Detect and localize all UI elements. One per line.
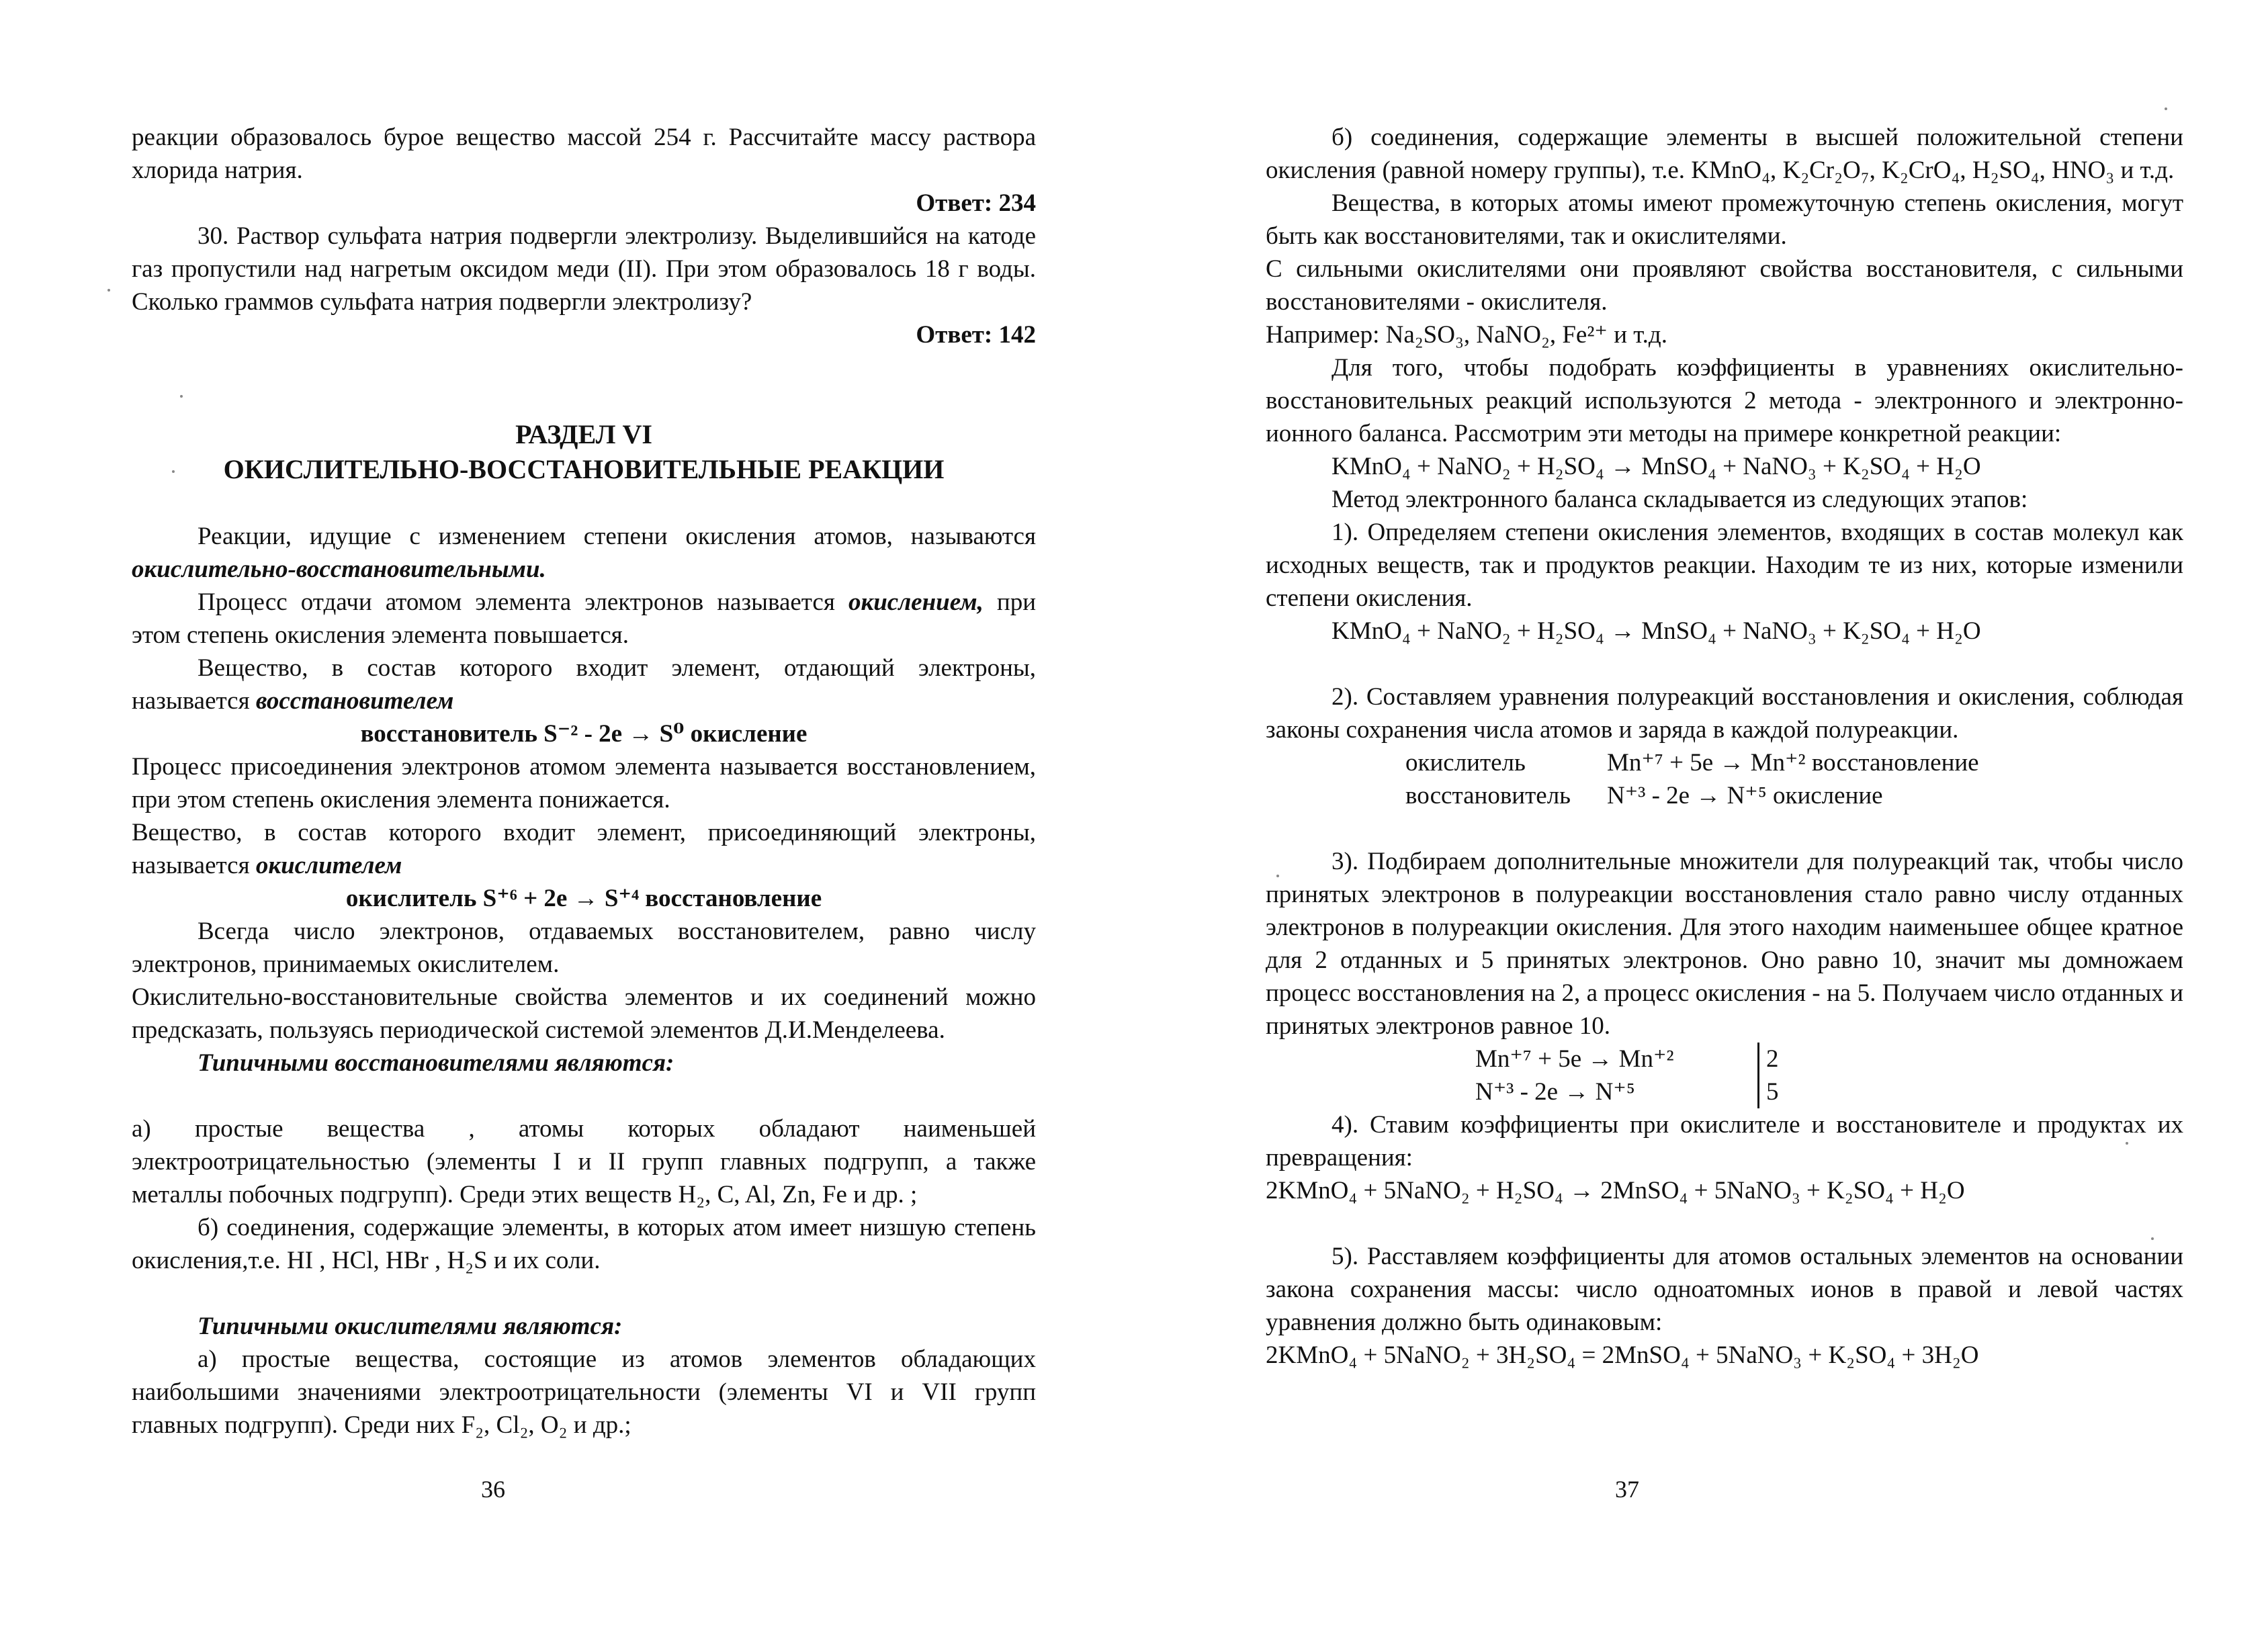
- reaction-partial-balanced: 2KMnO₄ + 5NaNO₂ + H₂SO₄ → 2MnSO₄ + 5NaNO₃ + K₂SO₄ + H₂O: [1266, 1177, 1965, 1204]
- step-3: 3). Подбираем дополнительные множители для полуреакций так, чтобы число принятых электронов в полуреакции восстановления стало равно числу отданных электронов в полуреакции окисления. Для этого находим наименьшее общее кратное для 2 отданных и 5 принятых электронов. Оно равно 10, значит мы домножаем процесс восстановления на 2, а процесс окисления - на 5. Получаем число отданных и принятых электронов равное 10.: [1266, 848, 2183, 1040]
- half-reaction-reducer: восстановитель N⁺³ - 2e → N⁺⁵ окисление: [1405, 782, 1883, 809]
- strong-agents: С сильными окислителями они проявляют свойства восстановителя, с сильными восстановителями - окислителя.: [1266, 255, 2183, 316]
- method-stages-intro: Метод электронного баланса складывается из следующих этапов:: [1332, 486, 2028, 513]
- page-number-right: 37: [1615, 1476, 1639, 1503]
- intermediate-states: Вещества, в которых атомы имеют промежуточную степень окисления, могут быть как восстановителями, так и окислителями.: [1266, 189, 2183, 250]
- step-5: 5). Расставляем коэффициенты для атомов остальных элементов на основании закона сохранения массы: число одноатомных ионов в правой и левой частях уравнения должно быть одинаковым:: [1266, 1243, 2183, 1336]
- definition-redox: Реакции, идущие с изменением степени окисления атомов, называются окислительно-восстановительными.: [132, 523, 1036, 583]
- balance-scheme-row-1: Mn⁺⁷ + 5e → Mn⁺² 2: [1475, 1043, 2183, 1075]
- reducers-item-a: а) простые вещества , атомы которых обладают наименьшей электроотрицательностью (элементы I и II групп главных подгрупп, а также металлы побочных подгрупп). Среди этих веществ H₂, C, Al, Zn, Fe и др. ;: [132, 1115, 1036, 1208]
- balance-scheme-row-2: N⁺³ - 2e → N⁺⁵ 5: [1475, 1075, 2183, 1108]
- oxidizers-item-a: а) простые вещества, состоящие из атомов элементов обладающих наибольшими значениями электроотрицательности (элементы VI и VII групп главных подгрупп). Среди них F₂, Cl₂, O₂ и др.;: [132, 1345, 1036, 1439]
- step-1: 1). Определяем степени окисления элементов, входящих в состав молекул как исходных веществ, так и продуктов реакции. Находим те из них, которые изменили степени окисления.: [1266, 519, 2183, 612]
- methods-intro: Для того, чтобы подобрать коэффициенты в уравнениях окислительно-восстановительных реакций используются 2 метода - электронного и электронно-ионного баланса. Рассмотрим эти методы на примере конкретной реакции:: [1266, 354, 2183, 447]
- step-4: 4). Ставим коэффициенты при окислителе и восстановителе и продуктах их превращения:: [1266, 1111, 2183, 1172]
- definition-reduction: Процесс присоединения электронов атомом элемента называется восстановлением, при этом степень окисления элемента понижается.: [132, 753, 1036, 813]
- reducers-heading: Типичными восстановителями являются:: [198, 1049, 674, 1077]
- oxidation-equation: восстановитель S⁻² - 2e → S⁰ окисление: [360, 720, 808, 748]
- answer-142: Ответ: 142: [916, 321, 1036, 349]
- definition-oxidizer: Вещество, в состав которого входит элемент, присоединяющий электроны, называется окислителем: [132, 819, 1036, 879]
- definition-oxidation: Процесс отдачи атомом элемента электронов называется окислением, при этом степень окисления элемента повышается.: [132, 588, 1037, 649]
- section-title: РАЗДЕЛ VI: [515, 419, 652, 449]
- section-subtitle: ОКИСЛИТЕЛЬНО-ВОССТАНОВИТЕЛЬНЫЕ РЕАКЦИИ: [223, 454, 945, 484]
- examples: Например: Na₂SO₃, NaNO₂, Fe²⁺ и т.д.: [1266, 321, 1667, 349]
- problem-30: 30. Раствор сульфата натрия подвергли электролизу. Выделившийся на катоде газ пропустили над нагретым оксидом меди (II). При этом образовалось 18 г воды. Сколько граммов сульфата натрия подвергли электролизу?: [132, 222, 1036, 316]
- reaction-balanced: 2KMnO₄ + 5NaNO₂ + 3H₂SO₄ = 2MnSO₄ + 5NaNO₃ + K₂SO₄ + 3H₂O: [1266, 1341, 1979, 1369]
- answer-234: Ответ: 234: [916, 189, 1036, 217]
- left-text-column: [132, 121, 1036, 1442]
- reaction-unbalanced-2: KMnO₄ + NaNO₂ + H₂SO₄ → MnSO₄ + NaNO₃ + K₂SO₄ + H₂O: [1332, 617, 1981, 645]
- problem-tail: реакции образовалось бурое вещество массой 254 г. Рассчитайте массу раствора хлорида натрия.: [132, 124, 1036, 184]
- page-number-left: 36: [481, 1476, 505, 1503]
- half-reaction-oxidizer: окислитель Mn⁺⁷ + 5e → Mn⁺² восстановление: [1405, 749, 1979, 777]
- definition-reducer: Вещество, в состав которого входит элемент, отдающий электроны, называется восстановителем: [132, 654, 1036, 715]
- right-page: [1134, 0, 2268, 1635]
- oxidizers-heading: Типичными окислителями являются:: [198, 1313, 623, 1340]
- periodic-prediction: Окислительно-восстановительные свойства элементов и их соединений можно предсказать, пользуясь периодической системой элементов Д.И.Менделеева.: [132, 983, 1036, 1044]
- reaction-unbalanced-1: KMnO₄ + NaNO₂ + H₂SO₄ → MnSO₄ + NaNO₃ + K₂SO₄ + H₂O: [1332, 453, 1981, 480]
- reduction-equation: окислитель S⁺⁶ + 2e → S⁺⁴ восстановление: [345, 885, 822, 912]
- step-2: 2). Составляем уравнения полуреакций восстановления и окисления, соблюдая законы сохранения числа атомов и заряда в каждой полуреакции.: [1266, 683, 2183, 744]
- reducers-item-b: б) соединения, содержащие элементы, в которых атом имеет низшую степень окисления,т.е. HI , HCl, HBr , H₂S и их соли.: [132, 1214, 1036, 1274]
- right-text-column: [1266, 121, 2183, 1372]
- electron-balance-rule: Всегда число электронов, отдаваемых восстановителем, равно числу электронов, принимаемых окислителем.: [132, 918, 1036, 978]
- oxidizers-item-b: б) соединения, содержащие элементы в высшей положительной степени окисления (равной номеру группы), т.е. KMnO₄, K₂Cr₂O₇, K₂CrO₄, H₂SO₄, HNO₃ и т.д.: [1266, 124, 2183, 184]
